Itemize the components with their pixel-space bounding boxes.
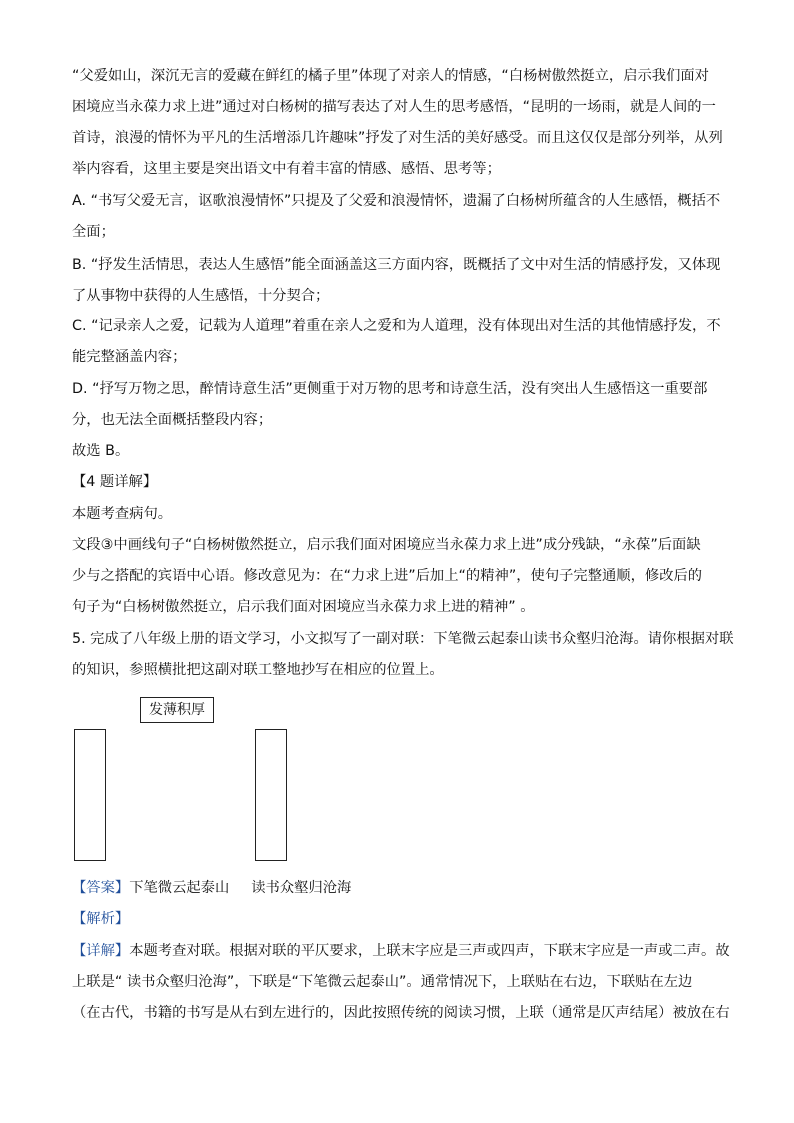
q4-line: 本题考查病句。 xyxy=(72,506,173,522)
analysis-text: 本题考查对联。根据对联的平仄要求，上联末字应是三声或四声，下联末字应是一声或二声。故 xyxy=(129,943,730,959)
q4-line: 文段③中画线句子“白杨树傲然挺立，启示我们面对困境应当永葆力求上进”成分残缺，“永葆”后面缺 xyxy=(72,537,701,553)
q4-line: 少与之搭配的宾语中心语。修改意见为：在“力求上进”后加上“的精神”，使句子完整通顺，修改后的 xyxy=(72,568,703,584)
paragraph-line: 困境应当永葆力求上进”通过对白杨树的描写表达了对人生的思考感悟，“昆明的一场雨，就是人间的一 xyxy=(72,99,716,115)
paragraph-line: 举内容看，这里主要是突出语文中有着丰富的情感、感悟、思考等； xyxy=(72,161,501,177)
option-d-line: 分，也无法全面概括整段内容； xyxy=(72,412,273,428)
couplet-hengpi-box: 发薄积厚 xyxy=(140,697,214,723)
option-a-line: A. “书写父爱无言，讴歌浪漫情怀”只提及了父爱和浪漫情怀，遗漏了白杨树所蕴含的人生感悟，概括不 xyxy=(72,193,721,209)
q5-line: 的知识，参照横批把这副对联工整地抄写在相应的位置上。 xyxy=(72,662,444,678)
answer-left: 下笔微云起泰山 xyxy=(129,880,230,896)
option-a-line: 全面； xyxy=(72,224,115,240)
paragraph-line: 首诗，浪漫的情怀为平凡的生活增添几许趣味”抒发了对生活的美好感受。而且这仅仅是部分列举，从列 xyxy=(72,130,723,146)
detail-label: 【详解】 xyxy=(72,943,130,959)
paragraph-line: “父爱如山，深沉无言的爱藏在鲜红的橘子里”体现了对亲人的情感，“白杨树傲然挺立，启示我们面对 xyxy=(72,68,709,84)
option-c-line: C. “记录亲人之爱，记载为人道理”着重在亲人之爱和为人道理，没有体现出对生活的其他情感抒发，不 xyxy=(72,318,721,334)
option-b-line: B. “抒发生活情思，表达人生感悟”能全面涵盖这三方面内容，既概括了文中对生活的情感抒发，又体现 xyxy=(72,257,721,273)
choice-conclusion: 故选 B。 xyxy=(72,443,130,459)
q5-line: 5. 完成了八年级上册的语文学习，小文拟写了一副对联：下笔微云起泰山读书众壑归沧海。请你根据对联 xyxy=(72,631,734,647)
analysis-line: 上联是“ 读书众壑归沧海”，下联是“下笔微云起泰山”。通常情况下，上联贴在右边，下联贴在左边 xyxy=(72,974,693,990)
answer-label: 【答案】 xyxy=(72,880,130,896)
q4-heading: 【4 题详解】 xyxy=(72,474,158,490)
analysis-label: 【解析】 xyxy=(72,911,130,927)
answer-line xyxy=(72,878,722,898)
analysis-line xyxy=(72,941,730,961)
answer-right: 读书众壑归沧海 xyxy=(251,880,352,896)
q4-line: 句子为“白杨树傲然挺立，启示我们面对困境应当永葆力求上进的精神” 。 xyxy=(72,599,535,615)
couplet-left-box xyxy=(74,729,106,861)
analysis-line: （在古代，书籍的书写是从右到左进行的，因此按照传统的阅读习惯，上联（通常是仄声结尾）被放在右 xyxy=(72,1005,730,1021)
option-c-line: 能完整涵盖内容； xyxy=(72,349,187,365)
option-b-line: 了从事物中获得的人生感悟，十分契合； xyxy=(72,288,330,304)
option-d-line: D. “抒写万物之思，醉情诗意生活”更侧重于对万物的思考和诗意生活，没有突出人生感悟这一重要部 xyxy=(72,381,708,397)
couplet-right-box xyxy=(255,729,287,861)
